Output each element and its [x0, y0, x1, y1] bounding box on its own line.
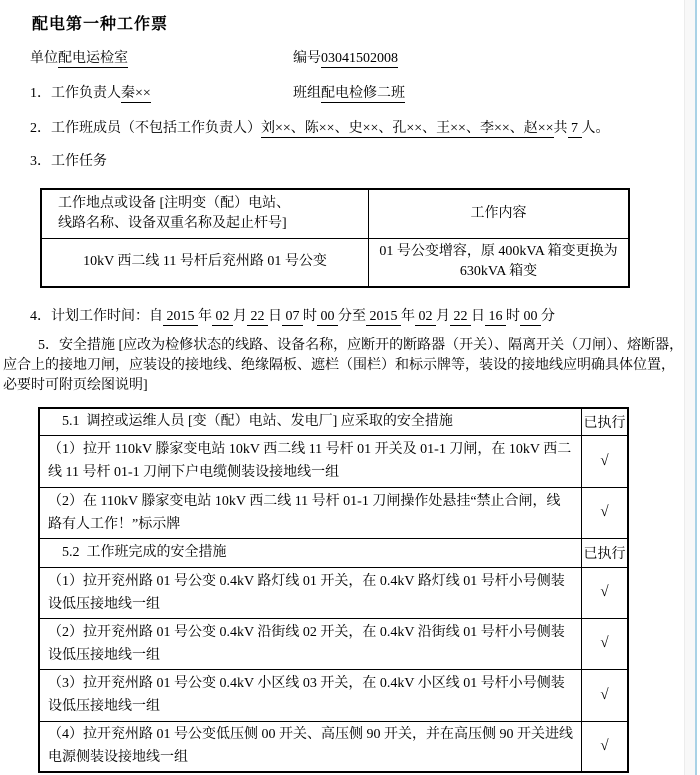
end-hour-field[interactable]: 16	[485, 309, 506, 324]
ticket-no-field[interactable]: 03041502008	[321, 51, 398, 66]
members-suffix: 人。	[581, 121, 610, 136]
work-task-header-row	[41, 189, 629, 238]
work-content-cell: 01 号公变增容，原 400kVA 箱变更换为 630kVA 箱变	[369, 238, 630, 287]
item1-line	[0, 82, 684, 100]
planned-time-label: 4．计划工作时间：自	[30, 309, 163, 324]
start-year-field[interactable]: 2015	[163, 309, 198, 324]
item3-line	[0, 150, 684, 168]
unit-number-line	[0, 47, 684, 65]
executed-check: √	[582, 435, 629, 487]
work-task-table	[40, 188, 630, 288]
members-label: 2．工作班成员（不包括工作负责人）	[30, 121, 261, 136]
leader-field[interactable]: 秦××	[121, 86, 151, 101]
measure-text: （2）拉开兖州路 01 号公变 0.4kV 沿街线 02 开关，在 0.4kV 沿街线 01 号杆小号侧装设低压接地线一组	[39, 618, 582, 669]
safety-measure-row	[39, 721, 628, 772]
start-hour-field[interactable]: 07	[282, 309, 303, 324]
measure-text: （4）拉开兖州路 01 号公变低压侧 00 开关、高压侧 90 开关，并在高压侧 90 开关进线电源侧装设接地线一组	[39, 721, 582, 772]
measure-text: （1）拉开 110kV 滕家变电站 10kV 西二线 11 号杆 01 开关及 01-1 刀闸，在 10kV 西二线 11 号杆 01-1 刀闸下户电缆侧装设接地线一组	[39, 435, 582, 487]
end-minute-field[interactable]: 00	[520, 309, 541, 324]
measure-text: （1）拉开兖州路 01 号公变 0.4kV 路灯线 01 开关，在 0.4kV 路灯线 01 号杆小号侧装设低压接地线一组	[39, 567, 582, 618]
executed-check: √	[582, 487, 629, 538]
executed-check: √	[582, 567, 629, 618]
safety-measure-row	[39, 567, 628, 618]
executed-label: 已执行	[582, 538, 629, 567]
start-month-field[interactable]: 02	[212, 309, 233, 324]
safety-measures-table	[38, 407, 629, 773]
safety-measure-row	[39, 435, 628, 487]
executed-label: 已执行	[582, 408, 629, 435]
group-field[interactable]: 配电检修二班	[321, 86, 405, 101]
measure-text: （2）在 110kV 滕家变电站 10kV 西二线 11 号杆 01-1 刀闸操作处悬挂“禁止合闸，线路有人工作！”标示牌	[39, 487, 582, 538]
page-title: 配电第一种工作票	[32, 16, 169, 33]
executed-check: √	[582, 669, 629, 721]
start-minute-field[interactable]: 00	[317, 309, 338, 324]
members-field[interactable]: 刘××、陈××、史××、孔××、王××、李××、赵××	[261, 121, 554, 136]
leader-label: 1．工作负责人	[30, 86, 121, 101]
ticket-no-label: 编号	[293, 51, 321, 66]
work-content-header: 工作内容	[369, 189, 630, 238]
work-task-data-row	[41, 238, 629, 287]
work-location-header: 工作地点或设备 [注明变（配）电站、 线路名称、设备双重名称及起止杆号]	[41, 189, 369, 238]
planned-time-line: 4．计划工作时间：自 2015 年 02 月 22 日 07 时 00 分至 2015 年 02 月 22 日 16 时 00 分	[30, 309, 555, 324]
members-mid: 共	[553, 121, 568, 136]
item2-line	[0, 117, 684, 135]
measure-text: （3）拉开兖州路 01 号公变 0.4kV 小区线 03 开关，在 0.4kV 小区线 01 号杆小号侧装设低压接地线一组	[39, 669, 582, 721]
end-month-field[interactable]: 02	[415, 309, 436, 324]
start-day-field[interactable]: 22	[247, 309, 268, 324]
safety-measure-row	[39, 487, 628, 538]
section-5-1-header-row	[39, 408, 628, 435]
safety-measures-note: 5．安全措施 [应改为检修状态的线路、设备名称，应断开的断路器（开关）、隔离开关（刀闸）、熔断器，应合上的接地刀闸，应装设的接地线、绝缘隔板、遮栏（围栏）和标示牌等，装设的接地线应明确具体位置，必要时可附页绘图说明]	[3, 338, 684, 393]
end-year-field[interactable]: 2015	[366, 309, 401, 324]
section-5-2-title: 5.2 工作班完成的安全措施	[39, 538, 582, 567]
safety-measure-row	[39, 669, 628, 721]
section-5-2-header-row	[39, 538, 628, 567]
work-task-heading: 3．工作任务	[30, 154, 107, 169]
executed-check: √	[582, 618, 629, 669]
section-5-1-title: 5.1 调控或运维人员 [变（配）电站、发电厂] 应采取的安全措施	[39, 408, 582, 435]
unit-label: 单位	[30, 51, 58, 66]
group-label: 班组	[293, 86, 321, 101]
work-location-cell: 10kV 西二线 11 号杆后兖州路 01 号公变	[41, 238, 369, 287]
end-day-field[interactable]: 22	[450, 309, 471, 324]
window-edge-line	[695, 0, 697, 775]
executed-check: √	[582, 721, 629, 772]
safety-measure-row	[39, 618, 628, 669]
members-count-field[interactable]: 7	[567, 121, 582, 136]
unit-value-field[interactable]: 配电运检室	[58, 51, 128, 66]
